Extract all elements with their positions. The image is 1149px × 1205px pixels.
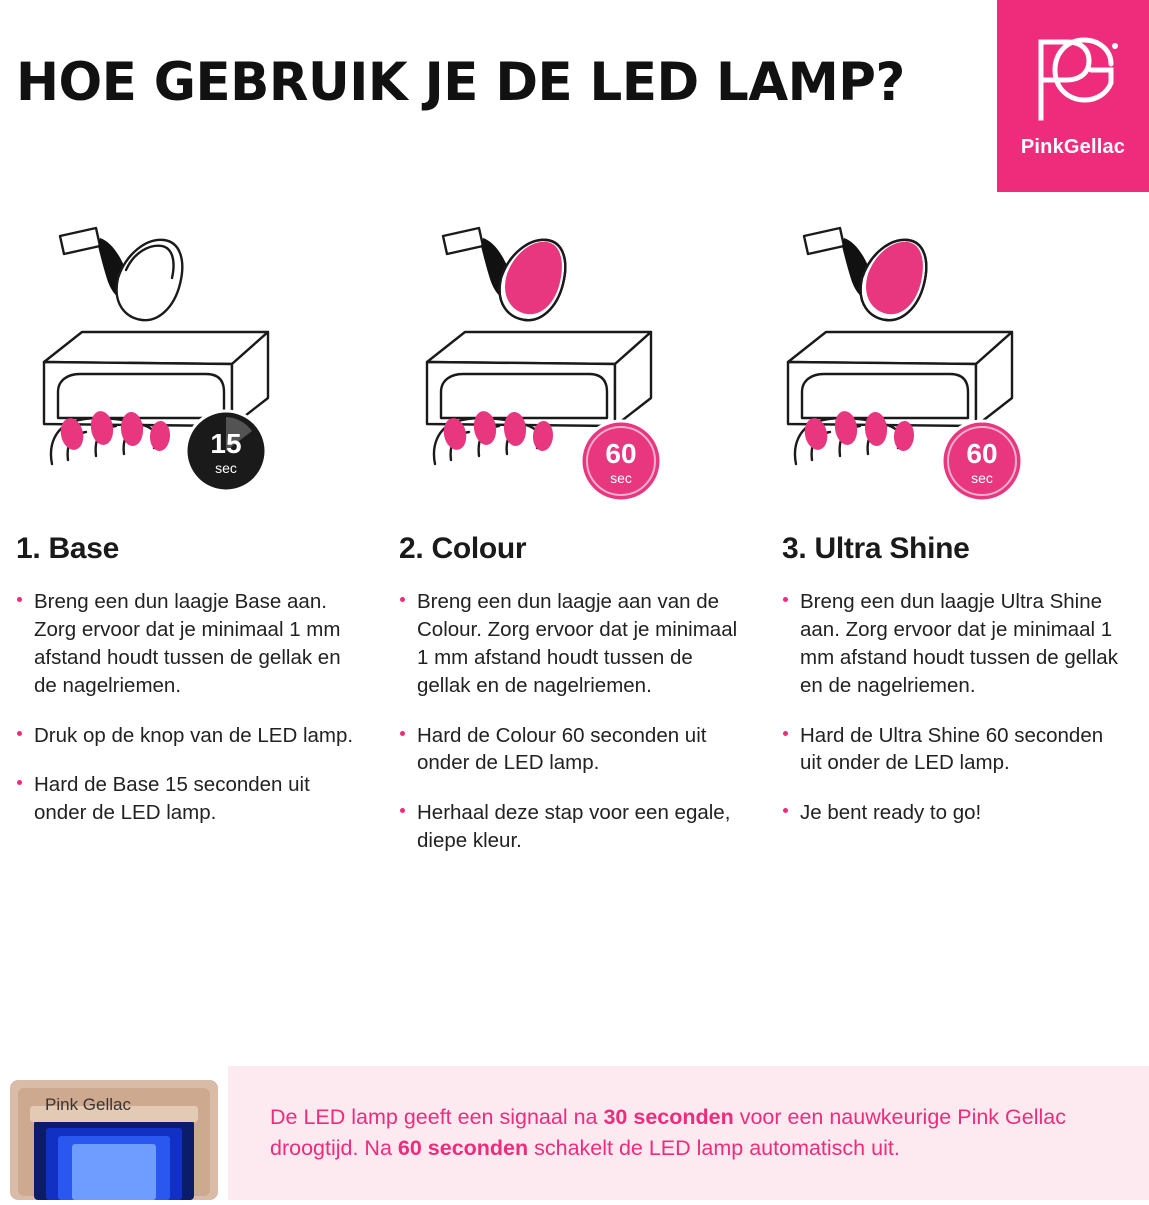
bullet-dot-icon: [17, 597, 22, 602]
list-item: [782, 588, 1127, 700]
step-2: [383, 532, 766, 877]
bullet-dot-icon: [783, 808, 788, 813]
list-item: [399, 722, 744, 778]
step-3-bullets: [782, 588, 1127, 827]
illustration-step-2: [383, 212, 766, 532]
bullet-dot-icon: [17, 780, 22, 785]
illustration-step-3: [766, 212, 1149, 532]
step-3-title: 3. Ultra Shine: [782, 532, 970, 565]
timer-badge-60sec: [581, 421, 661, 501]
steps-row: [0, 532, 1149, 877]
footer: [0, 1066, 1149, 1200]
bullet-text: Herhaal deze stap voor een egale, diepe kleur.: [417, 801, 731, 853]
bullet-dot-icon: [400, 808, 405, 813]
svg-text:sec: sec: [610, 470, 632, 486]
bullet-text: Hard de Ultra Shine 60 seconden uit onder de LED lamp.: [800, 723, 1104, 775]
list-item: [399, 799, 744, 855]
list-item: [16, 771, 361, 827]
illustration-step-1: [0, 212, 383, 532]
step-2-title: 2. Colour: [399, 532, 527, 565]
bullet-dot-icon: [17, 731, 22, 736]
header: [0, 0, 1149, 200]
svg-text:60: 60: [605, 438, 637, 469]
timer-badge-60sec: [942, 421, 1022, 501]
note-part-2: voor een nauwkeurige Pink Gellac droogtijd. Na: [270, 1104, 1066, 1160]
brand-logo: [997, 0, 1149, 192]
note-bold-60-seconds: 60 seconden: [397, 1136, 529, 1160]
bullet-text: Hard de Base 15 seconden uit onder de LED lamp.: [34, 773, 310, 825]
illustrations-row: [0, 200, 1149, 532]
bullet-text: Hard de Colour 60 seconden uit onder de LED lamp.: [417, 723, 707, 775]
step-1: [0, 532, 383, 877]
step-3: [766, 532, 1149, 877]
list-item: [16, 588, 361, 700]
bullet-dot-icon: [400, 597, 405, 602]
led-lamp-product-photo: [0, 1066, 228, 1200]
pg-monogram-icon: [1027, 34, 1119, 122]
bullet-dot-icon: [400, 731, 405, 736]
bullet-text: Breng een dun laagje Base aan. Zorg ervoor dat je minimaal 1 mm afstand houdt tussen de gellak en de nagelriemen.: [34, 590, 341, 697]
list-item: [782, 722, 1127, 778]
note-part-3: schakelt de LED lamp automatisch uit.: [528, 1136, 900, 1160]
footer-note: [228, 1066, 1149, 1200]
svg-text:sec: sec: [215, 460, 237, 476]
footer-note-text: [270, 1102, 1109, 1164]
bullet-dot-icon: [783, 597, 788, 602]
list-item: [16, 722, 361, 750]
bullet-text: Je bent ready to go!: [800, 801, 982, 825]
brand-name: PinkGellac: [1020, 135, 1126, 158]
bullet-text: Breng een dun laagje Ultra Shine aan. Zorg ervoor dat je minimaal 1 mm afstand houdt tussen de gellak en de nagelriemen.: [800, 590, 1118, 697]
step-1-title: 1. Base: [16, 532, 119, 565]
svg-text:sec: sec: [971, 470, 993, 486]
bullet-text: Breng een dun laagje aan van de Colour. Zorg ervoor dat je minimaal 1 mm afstand houdt tussen de gellak en de nagelriemen.: [417, 590, 738, 697]
note-bold-30-seconds: 30 seconden: [603, 1104, 734, 1129]
list-item: [782, 799, 1127, 827]
lamp-brand-label: Pink Gellac: [45, 1095, 131, 1114]
step-1-bullets: [16, 588, 361, 827]
timer-badge-15sec: [186, 411, 266, 491]
step-2-bullets: [399, 588, 744, 855]
list-item: [399, 588, 744, 700]
svg-text:60: 60: [966, 438, 998, 469]
page-title: HOE GEBRUIK JE DE LED LAMP?: [16, 52, 905, 113]
note-part-1: De LED lamp geeft een signaal na: [270, 1104, 604, 1129]
bullet-dot-icon: [783, 731, 788, 736]
svg-text:15: 15: [210, 428, 242, 459]
bullet-text: Druk op de knop van de LED lamp.: [34, 723, 354, 747]
